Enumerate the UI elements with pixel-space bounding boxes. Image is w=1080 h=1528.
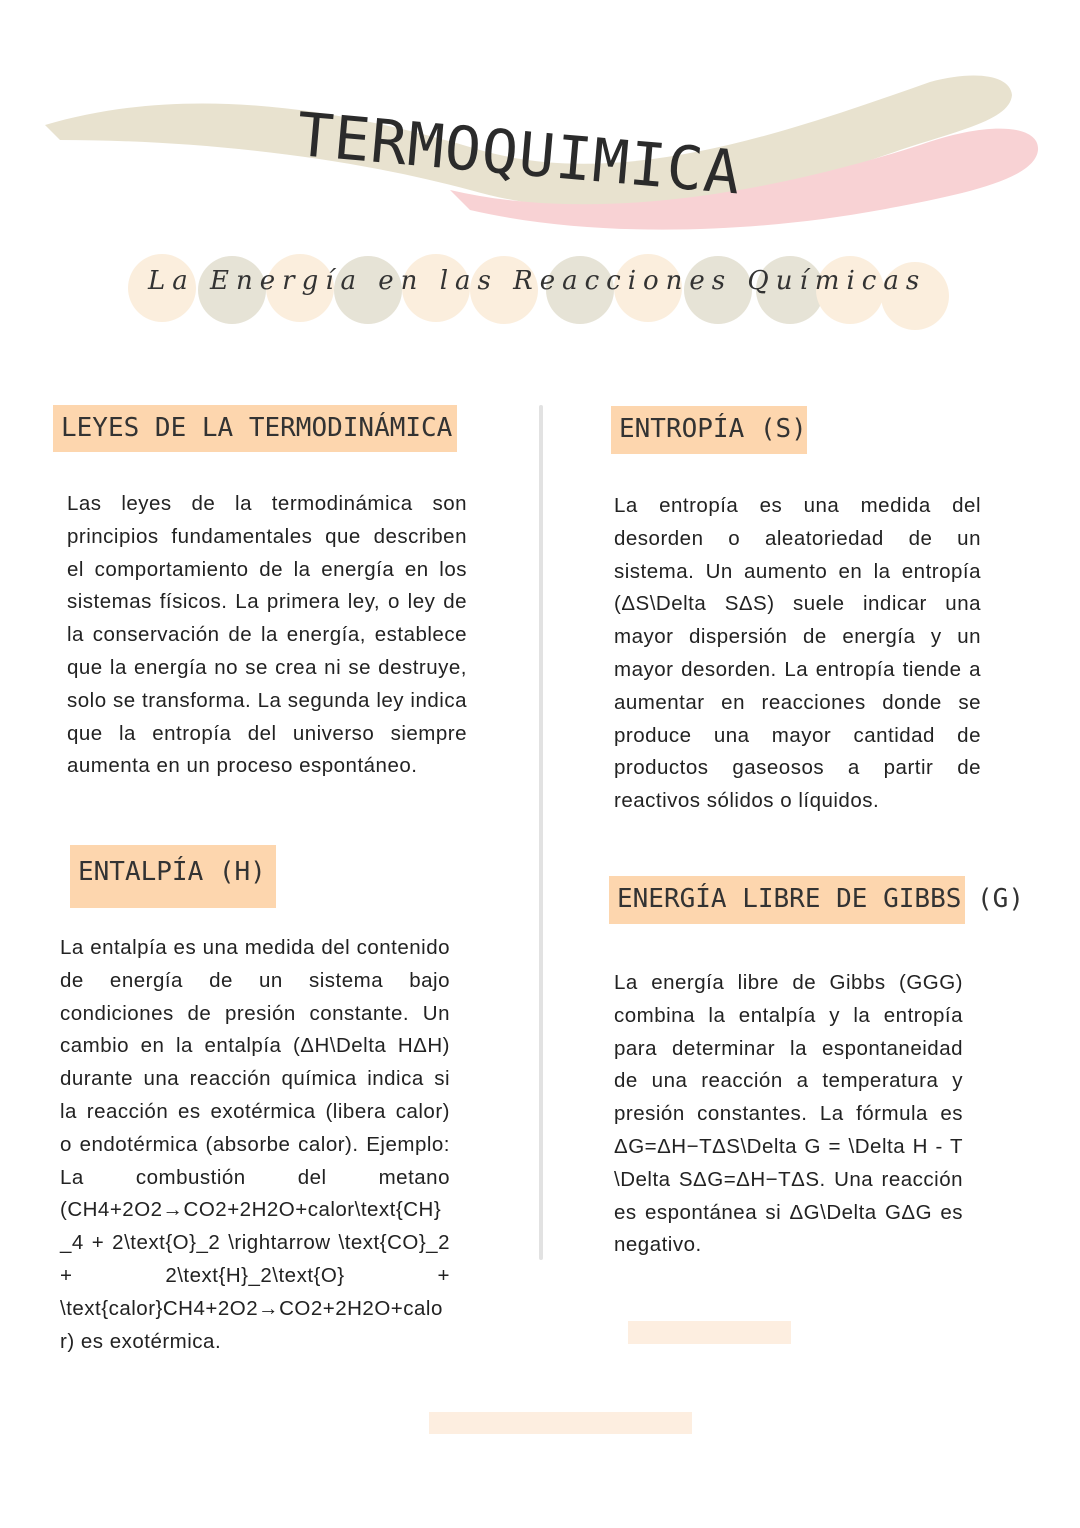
body-leyes-termodinamica: Las leyes de la termodinámica son principios fundamentales que describen el comportamiento de la energía en los sistemas físicos. La primera ley, o ley de la conservación de la energía, establece que la energía no se crea ni se destruye, solo se transforma. La segunda ley indica que la entropía del universo siempre aumenta en un proceso espontáneo.	[67, 492, 467, 778]
body-entropia: La entropía es una medida del desorden o aleatoriedad de un sistema. Un aumento en la entropía (ΔS\Delta SΔS) suele indicar una mayor dispersión de energía y un mayor desorden. La entropía tiende a aumentar en reacciones donde se produce una mayor cantidad de productos gaseosos a partir de reactivos sólidos o líquidos.	[614, 494, 981, 813]
body-energia-libre-gibbs: La energía libre de Gibbs (GGG) combina la entalpía y la entropía para determinar la espontaneidad de una reacción a temperatura y presión constantes. La fórmula es ΔG=ΔH−TΔS\Delta G = \Delta H - T \Delta SΔG=ΔH−TΔS. Una reacción es espontánea si ΔG\Delta GΔG es negativo.	[614, 971, 963, 1257]
body-entalpia: La entalpía es una medida del contenido de energía de un sistema bajo condiciones de presión constante. Un cambio en la entalpía (ΔH\Delta HΔH) durante una reacción química indica si la reacción es exotérmica (libera calor) o endotérmica (absorbe calor). Ejemplo: La combustión del metano (CH4+2O2→CO2+2H2O+calor\text{CH}_4 + 2\text{O}_2 \rightarrow \text{CO}_2 + 2\text{H}_2\text{O} + \text{calor}CH4+2O2→CO2+2H2O+calor) es exotérmica.	[60, 936, 450, 1353]
page-title: TERMOQUIMICA	[293, 100, 744, 209]
heading-entalpia: ENTALPÍA (H)	[70, 845, 276, 908]
decorative-bar	[429, 1412, 692, 1434]
decorative-bar	[628, 1321, 791, 1344]
heading-leyes-termodinamica: LEYES DE LA TERMODINÁMICA	[53, 405, 457, 452]
heading-energia-libre-gibbs: ENERGÍA LIBRE DE GIBBS (G)	[609, 876, 965, 924]
page-subtitle: La Energía en las Reacciones Químicas	[148, 266, 927, 296]
heading-entropia: ENTROPÍA (S)	[611, 406, 807, 454]
column-divider	[539, 405, 543, 1260]
